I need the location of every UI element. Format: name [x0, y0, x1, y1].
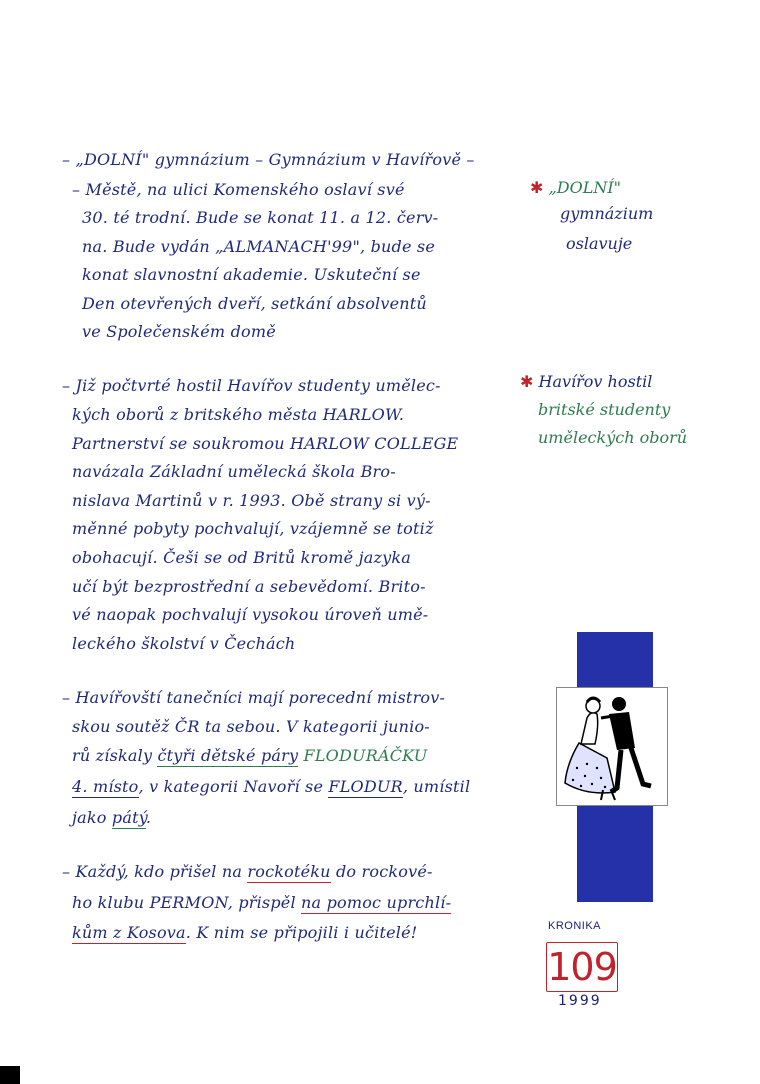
entry4-help: na pomoc uprchlí- — [301, 893, 452, 912]
entry2-line1: – Již počtvrté hostil Havířov studenty umělec- — [62, 376, 441, 395]
entry3-place: 4. místo — [72, 777, 139, 796]
entry2-line3: Partnerství se soukromou HARLOW COLLEGE — [72, 434, 459, 453]
entry3-line3 — [72, 746, 427, 765]
entry1-side-note — [530, 178, 621, 197]
entry3-line4 — [72, 777, 470, 796]
entry1-line2: – Městě, na ulici Komenského oslaví své — [72, 180, 405, 199]
page-year: 1999 — [558, 993, 602, 1009]
entry2-side-note — [520, 372, 652, 391]
entry2-line6: měnné pobyty pochvalují, vzájemně se totiž — [72, 519, 434, 538]
side-note-line3: oslavuje — [566, 234, 633, 253]
entry3-line3-pre: rů získaly — [72, 746, 158, 765]
entry4-line1-post: do rockové- — [330, 862, 433, 881]
entry3-fifth: pátý — [111, 808, 146, 827]
entry3-line5 — [72, 808, 151, 827]
entry2-line7: obohacují. Češi se od Britů kromě jazyka — [72, 548, 411, 567]
entry2-line9: vé naopak pochvalují vysokou úroveň umě- — [72, 605, 429, 624]
red-asterisk-icon: ✱ — [530, 178, 544, 197]
scan-edge — [0, 1066, 20, 1084]
page-number: 109 — [546, 942, 618, 992]
entry1-line5: konat slavnostní akademie. Uskuteční se — [82, 265, 421, 284]
entry3-line4-mid: , v kategorii Navoří se — [138, 777, 329, 796]
entry3-flodur-name: FLODURÁČKU — [298, 746, 428, 765]
side-note-line1: „DOLNÍ" — [548, 178, 622, 197]
side-note2-line3: uměleckých oborů — [538, 428, 688, 447]
entry4-line2 — [72, 893, 451, 912]
side-note-line2: gymnázium — [560, 204, 654, 223]
entry3-line5-post: . — [145, 808, 152, 827]
entry2-line4: navázala Základní umělecká škola Bro- — [72, 462, 396, 481]
entry4-line3-post: . K nim se připojili i učitelé! — [185, 923, 418, 942]
entry1-line4: na. Bude vydán „ALMANACH'99", bude se — [82, 237, 435, 256]
entry1-line6: Den otevřených dveří, setkání absolventů — [82, 294, 427, 313]
entry3-highlight-pairs: čtyři dětské páry — [157, 746, 299, 765]
entry3-line4-post: , umístil — [402, 777, 471, 796]
entry2-line2: kých oborů z britského města HARLOW. — [72, 405, 405, 424]
kronika-label: KRONIKA — [548, 920, 602, 932]
entry2-line8: učí být bezprostřední a sebevědomí. Brito- — [72, 577, 426, 596]
entry3-line1: – Havířovští tanečníci mají porecední mistrov- — [62, 688, 446, 707]
entry1-line1: – „DOLNÍ" gymnázium – Gymnázium v Havířově – — [62, 150, 475, 169]
entry4-rockoteka: rockotéku — [247, 862, 331, 881]
entry4-line2-pre: ho klubu PERMON, přispěl — [72, 893, 302, 912]
entry4-line3 — [72, 923, 417, 942]
side-note2-line1: Havířov hostil — [538, 372, 653, 391]
entry3-line5-pre: jako — [72, 808, 112, 827]
entry2-line5: nislava Martinů v r. 1993. Obě strany si vý- — [72, 491, 431, 510]
entry1-line7: ve Společenském domě — [82, 322, 276, 341]
dancing-couple-icon — [556, 687, 668, 806]
side-note2-line2: britské studenty — [538, 400, 671, 419]
entry4-kosovo: kům z Kosova — [72, 923, 186, 942]
entry1-line3: 30. té trodní. Bude se konat 11. a 12. červ- — [82, 208, 439, 227]
red-asterisk-icon: ✱ — [520, 372, 534, 391]
entry4-line1-pre: – Každý, kdo přišel na — [62, 862, 248, 881]
entry3-line2: skou soutěž ČR ta sebou. V kategorii junio- — [72, 717, 430, 736]
entry4-line1 — [62, 862, 433, 881]
entry2-line10: leckého školství v Čechách — [72, 634, 296, 653]
entry3-flodur: FLODUR — [328, 777, 403, 796]
